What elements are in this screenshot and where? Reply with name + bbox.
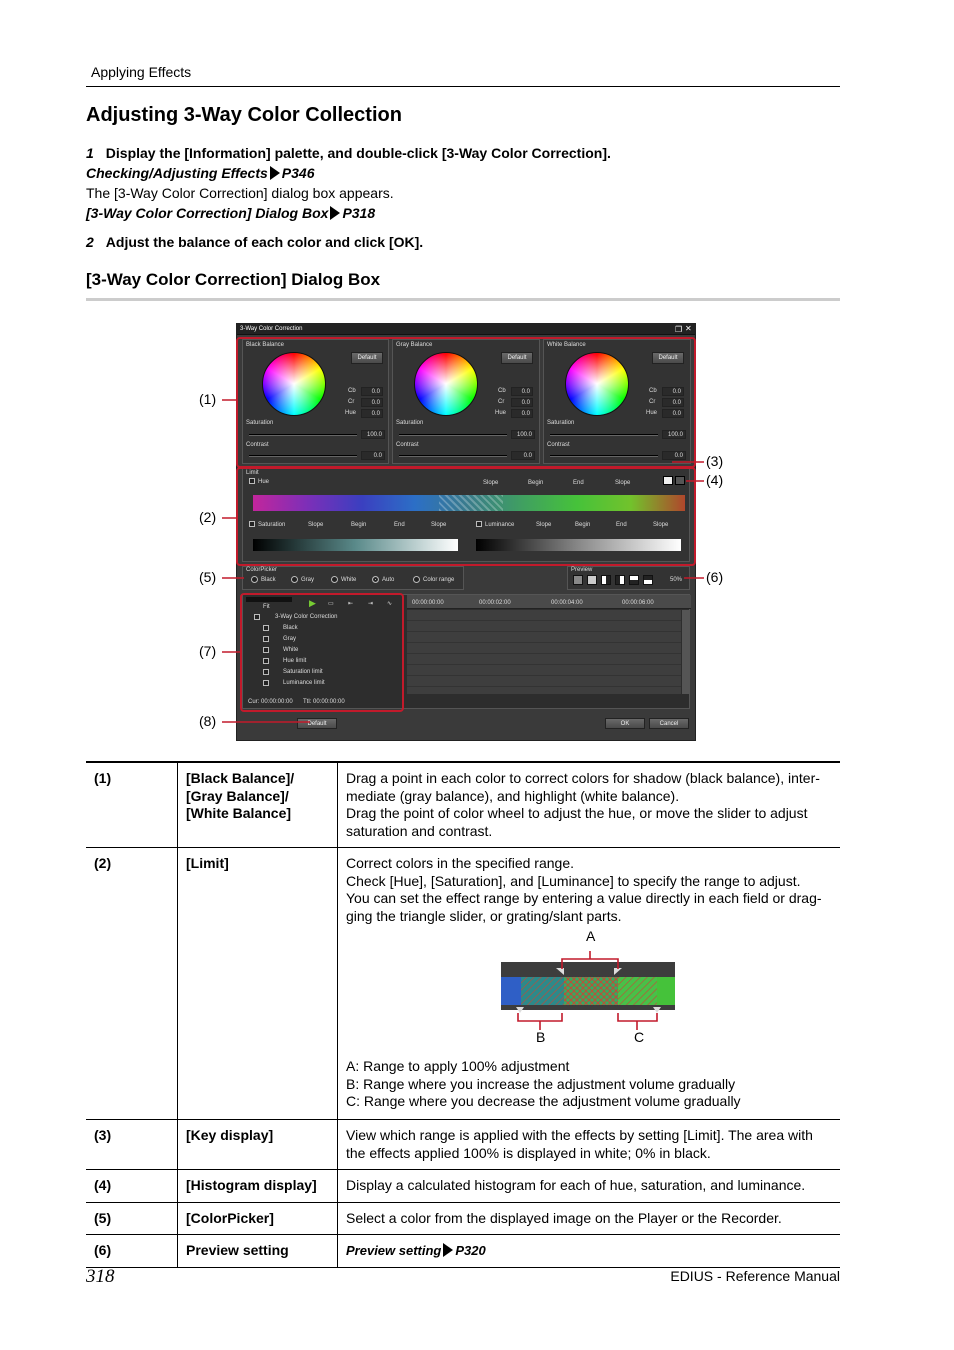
track-label: Luminance limit [283,680,325,686]
keyframe-graph-icon[interactable]: ∿ [387,601,393,607]
keyframe-add-icon[interactable]: ▭ [328,601,334,607]
saturation-label: Saturation [258,522,286,528]
cr-field[interactable]: 0.0 [662,398,684,407]
row-number: (5) [86,1202,178,1235]
callout-6: (6) [706,569,724,585]
tick-label: 00:00:04:00 [551,600,583,606]
table-row [86,1235,840,1268]
option-label: Auto [382,577,395,583]
total-time: Ttl: 00:00:00:00 [303,699,345,705]
cr-label: Cr [498,399,505,405]
track-label: Hue limit [283,658,307,664]
tick-label: 00:00:06:00 [622,600,654,606]
hue-label: Hue [345,410,357,416]
dialog-title: 3-Way Color Correction [240,326,303,332]
end-label: End [573,480,584,486]
step-number: 1 [86,145,94,161]
section-header: Applying Effects [91,64,192,80]
slope-label: Slope [615,480,631,486]
xref-text: Preview setting [346,1243,442,1258]
xref-text: Checking/Adjusting Effects [86,165,268,181]
cb-field[interactable]: 0.0 [361,387,383,396]
hue-label: Hue [646,410,658,416]
row-description: Display a calculated histogram for each of hue, saturation, and luminance. [338,1170,841,1203]
subsection-title: [3-Way Color Correction] Dialog Box [86,270,381,289]
option-label: White [341,577,357,583]
cb-label: Cb [649,388,657,394]
cb-label: Cb [348,388,356,394]
contrast-field[interactable]: 0.0 [361,451,385,460]
track-label: Saturation limit [283,669,323,675]
contrast-label: Contrast [547,442,570,448]
xref-page: P346 [281,165,315,181]
saturation-field[interactable]: 100.0 [511,430,535,439]
cr-label: Cr [649,399,656,405]
limit-title: Limit [246,470,259,476]
cb-label: Cb [498,388,506,394]
restore-icon[interactable]: ❐ [675,325,683,334]
description-table [86,761,840,1268]
fit-label[interactable]: Fit [263,604,270,610]
default-button[interactable]: Default [652,352,684,364]
tick-label: 00:00:02:00 [479,600,511,606]
cb-field[interactable]: 0.0 [662,387,684,396]
figure-label-b: B [536,1029,546,1045]
close-icon[interactable]: ✕ [685,324,692,333]
default-button[interactable]: Default [501,352,533,364]
step-text: Display the [Information] palette, and double-click [3-Way Color Correction]. [105,145,611,161]
contrast-label: Contrast [396,442,419,448]
play-icon[interactable]: ▶ [309,598,316,608]
hue-field[interactable]: 0.0 [511,409,533,418]
manual-title: EDIUS - Reference Manual [670,1268,840,1284]
track-label: Gray [283,636,297,642]
callout-8: (8) [199,713,217,729]
row-name: [Key display] [178,1120,338,1170]
table-row [86,1202,840,1235]
contrast-field[interactable]: 0.0 [511,451,535,460]
slope-label: Slope [536,522,552,528]
saturation-field[interactable]: 100.0 [662,430,686,439]
option-label: Color range [423,577,455,583]
range-diagram [496,937,686,1062]
table-row [86,762,840,848]
luminance-label: Luminance [485,522,515,528]
row-name: Preview setting [178,1235,338,1268]
callout-1: (1) [199,391,217,407]
slope-label: Slope [308,522,324,528]
keyframe-prev-icon[interactable]: ⇤ [348,601,354,607]
default-button[interactable]: Default [297,718,337,729]
row-description: Correct colors in the specified range. Check [Hue], [Saturation], and [Luminance] to specify the range to adjust. You can set the effect range by entering a value directly in each field or drag- ging the triangle slider, or grating/slant parts. A B C A: Range to apply 100% adjustment B: Range where you increase the adjustment volume gradually C: Range where you decrease the adjustment volume gradually [338,848,841,1120]
legend-b: B: Range where you increase the adjustment volume gradually [346,1075,736,1092]
option-label: Gray [301,577,315,583]
keyframe-next-icon[interactable]: ⇥ [368,601,374,607]
xref-text: [3-Way Color Correction] Dialog Box [86,205,329,221]
preview-zoom[interactable]: 50% [670,577,683,583]
page-title: Adjusting 3-Way Color Collection [86,104,402,126]
row-name: [Limit] [178,848,338,1120]
end-label: End [616,522,627,528]
row-description: Drag a point in each color to correct colors for shadow (black balance), inter- mediate (gray balance), and highlight (white balance). Drag the point of color wheel to adjust the hue, or move the slider to adjust saturation and contrast. [338,762,841,848]
row-number: (4) [86,1170,178,1203]
cr-label: Cr [348,399,355,405]
cb-field[interactable]: 0.0 [511,387,533,396]
begin-label: Begin [351,522,367,528]
tick-label: 00:00:00:00 [412,600,444,606]
cr-field[interactable]: 0.0 [511,398,533,407]
track-label: White [283,647,299,653]
row-description: Select a color from the displayed image on the Player or the Recorder. [338,1202,841,1235]
row-description: View which range is applied with the effects by setting [Limit]. The area with the effects applied 100% is displayed in white; 0% in black. [338,1120,841,1170]
hue-label: Hue [258,479,270,485]
contrast-field[interactable]: 0.0 [662,451,686,460]
step-number: 2 [86,234,94,250]
callout-3: (3) [706,453,724,469]
end-label: End [394,522,405,528]
legend-c: C: Range where you decrease the adjustment volume gradually [346,1093,741,1109]
callout-5: (5) [199,569,217,585]
hue-field[interactable]: 0.0 [662,409,684,418]
slope-label: Slope [653,522,669,528]
panel-title: Black Balance [246,342,285,348]
row-number: (2) [86,848,178,1120]
table-row [86,848,840,1120]
cr-field[interactable]: 0.0 [361,398,383,407]
row-number: (6) [86,1235,178,1268]
colorpicker-title: ColorPicker [246,567,278,573]
row-number: (3) [86,1120,178,1170]
row-name: [Black Balance]/ [Gray Balance]/ [White Balance] [178,762,338,848]
figure-label-a: A [586,928,596,944]
row-name: [Histogram display] [178,1170,338,1203]
saturation-label: Saturation [396,420,424,426]
saturation-label: Saturation [246,420,274,426]
legend-a: A: Range to apply 100% adjustment [346,1058,570,1074]
ok-button[interactable]: OK [605,718,645,729]
track-label: 3-Way Color Correction [275,614,338,620]
cancel-button[interactable]: Cancel [649,718,689,729]
row-name: [ColorPicker] [178,1202,338,1235]
contrast-label: Contrast [246,442,269,448]
callout-4: (4) [706,472,724,488]
begin-label: Begin [575,522,591,528]
step-text: Adjust the balance of each color and click [OK]. [105,234,424,250]
table-row [86,1170,840,1203]
row-description[interactable] [338,1235,841,1268]
callout-2: (2) [199,509,217,525]
limit-range-figure [346,925,832,1058]
saturation-field[interactable]: 100.0 [361,430,385,439]
preview-title: Preview [571,567,593,573]
hue-label: Hue [495,410,507,416]
panel-title: Gray Balance [396,342,433,348]
row-number: (1) [86,762,178,848]
panel-title: White Balance [547,342,586,348]
option-label: Black [261,577,276,583]
table-row [86,1120,840,1170]
hue-field[interactable]: 0.0 [361,409,383,418]
begin-label: Begin [528,480,544,486]
slope-label: Slope [483,480,499,486]
arrow-right-icon [443,1243,453,1257]
saturation-label: Saturation [547,420,575,426]
current-time: Cur: 00:00:00:00 [248,699,293,705]
xref-page: P318 [342,205,376,221]
callout-7: (7) [199,643,217,659]
default-button[interactable]: Default [351,352,383,364]
step-result: The [3-Way Color Correction] dialog box appears. [86,185,394,201]
track-label: Black [283,625,298,631]
slope-label: Slope [431,522,447,528]
xref-page: P320 [455,1243,486,1258]
page-number: 318 [86,1266,115,1287]
figure-label-c: C [634,1029,645,1045]
